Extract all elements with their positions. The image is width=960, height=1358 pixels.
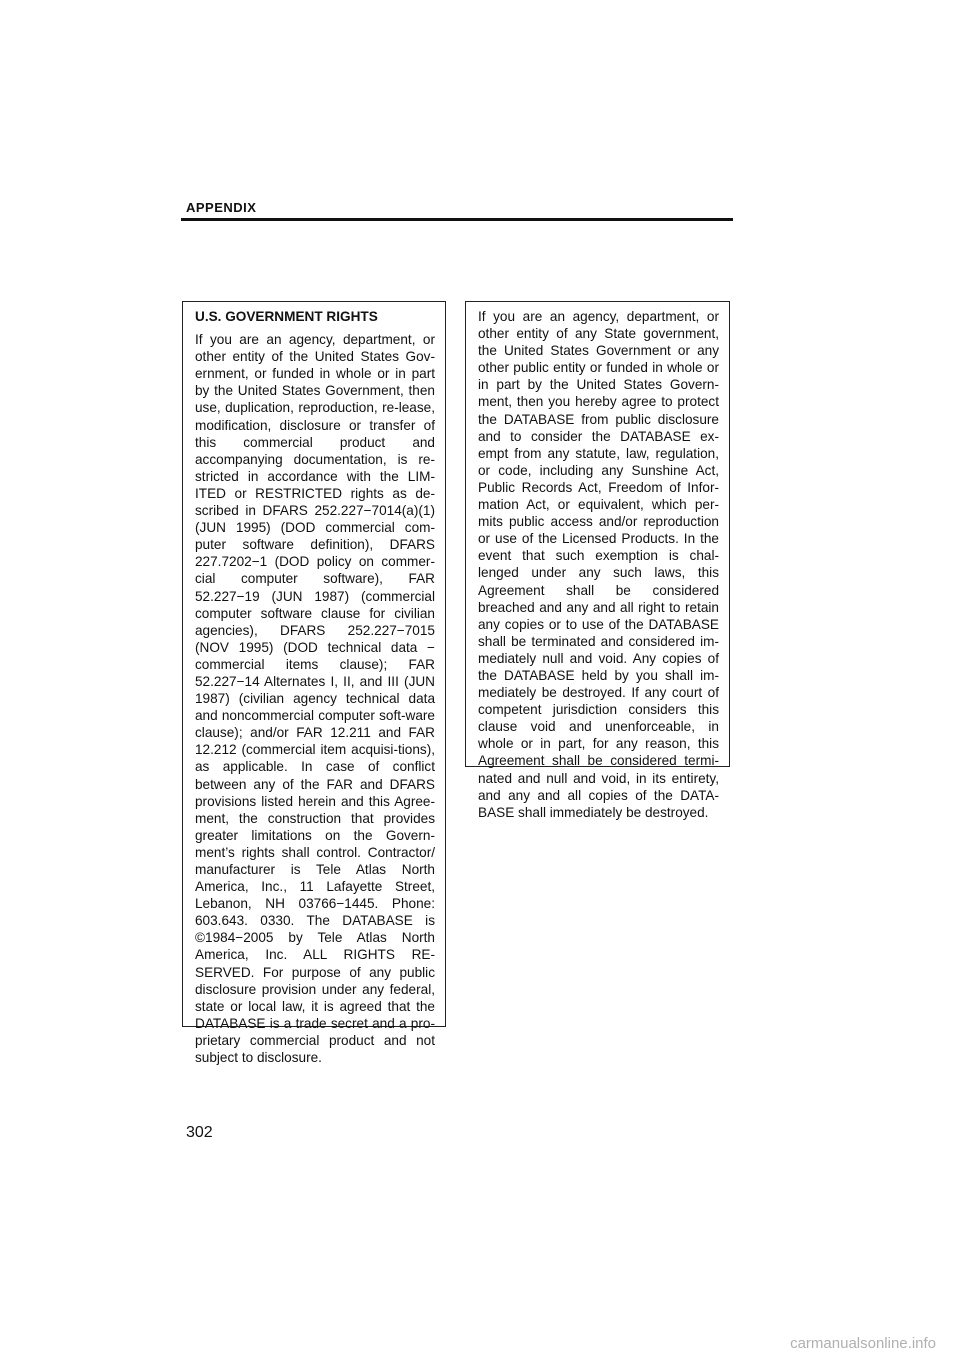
box-title: U.S. GOVERNMENT RIGHTS [195, 309, 378, 324]
section-header: APPENDIX [186, 200, 257, 215]
government-rights-text: If you are an agency, department, or other entity of the United States Gov-ernment, or funded in whole or in part by the United States Government, then use, duplication, reproduction, re-lease, modification, disclosure or transfer of this commercial product and accompanying documentation, is re-stricted in accordance with the LIM-ITED or RESTRICTED rights as de-scribed in DFARS 252.227−7014(a)(1) (JUN 1995) (DOD commercial com-puter software definition), DFARS 227.7202−1 (DOD policy on commer-cial computer software), FAR 52.227−19 (JUN 1987) (commercial computer software clause for civilian agencies), DFARS 252.227−7015 (NOV 1995) (DOD technical data − commercial items clause); FAR 52.227−14 Alternates I, II, and III (JUN 1987) (civilian agency technical data and noncommercial computer soft-ware clause); and/or FAR 12.211 and FAR 12.212 (commercial item acquisi-tions), as applicable. In case of conflict between any of the FAR and DFARS provisions listed herein and this Agree-ment, the construction that provides greater limitations on the Govern-ment’s rights shall control. Contractor/ manufacturer is Tele Atlas North America, Inc., 11 Lafayette Street, Lebanon, NH 03766−1445. Phone: 603.643. 0330. The DATABASE is ©1984−2005 by Tele Atlas North America, Inc. ALL RIGHTS RE-SERVED. For purpose of any public disclosure provision under any federal, state or local law, it is agreed that the DATABASE is a trade secret and a pro-prietary commercial product and not subject to disclosure. [195, 332, 435, 1066]
government-rights-box [182, 301, 446, 1066]
watermark: carmanualsonline.info [790, 1335, 936, 1352]
page-number: 302 [186, 1124, 213, 1141]
header-rule [181, 218, 733, 221]
state-government-box [465, 301, 730, 820]
state-government-text: If you are an agency, department, or other entity of any State government, the United States Government or any other public entity or funded in whole or in part by the United States Govern-ment, then you hereby agree to protect the DATABASE from public disclosure and to consider the DATABASE ex-empt from any statute, law, regulation, or code, including any Sunshine Act, Public Records Act, Freedom of Infor-mation Act, or equivalent, which per-mits public access and/or reproduction or use of the Licensed Products. In the event that such exemption is chal-lenged under any such laws, this Agreement shall be considered breached and any and all right to retain any copies or to use of the DATABASE shall be terminated and considered im-mediately null and void. Any copies of the DATABASE held by you shall im-mediately be destroyed. If any court of competent jurisdiction considers this clause void and unenforceable, in whole or in part, for any reason, this Agreement shall be considered termi-nated and null and void, in its entirety, and any and all copies of the DATA-BASE shall immediately be destroyed. [478, 309, 719, 820]
